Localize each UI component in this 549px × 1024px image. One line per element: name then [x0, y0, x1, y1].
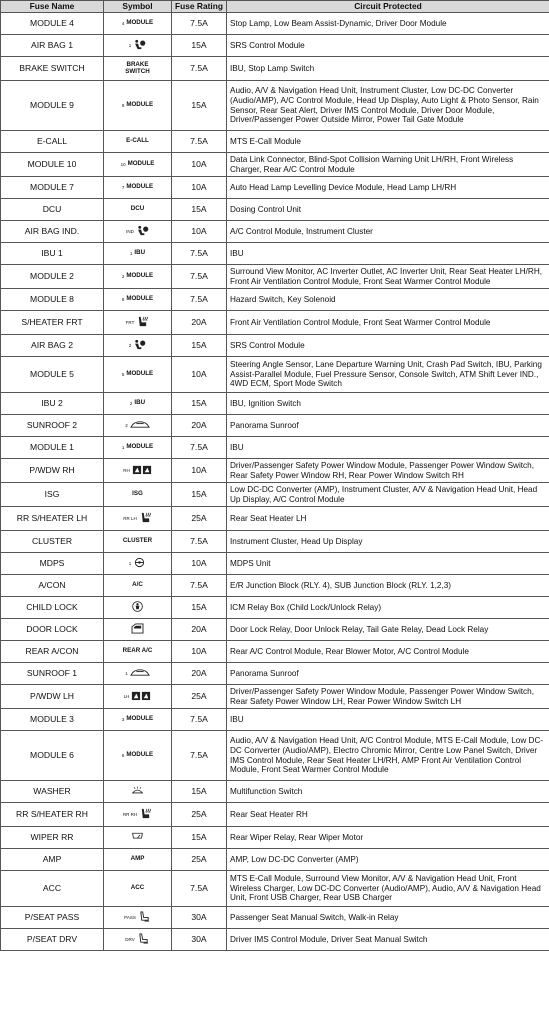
symbol-cell: [104, 265, 172, 289]
symbol-text: MODULE: [126, 715, 154, 723]
symbol-number: 1: [129, 251, 133, 256]
symbol-cell: [104, 35, 172, 57]
symbol-cell: [104, 199, 172, 221]
table-row: [1, 265, 549, 289]
fuse-rating-cell: 20A: [172, 311, 227, 335]
symbol-cell: [104, 929, 172, 951]
power-window-icon: [132, 464, 152, 478]
symbol-text: ACC: [130, 884, 145, 892]
table-row: [1, 13, 549, 35]
table-row: [1, 483, 549, 507]
circuit-protected-cell: Front Air Ventilation Control Module, Front Seat Warmer Control Module: [227, 311, 549, 335]
table-row: [1, 289, 549, 311]
power-seat-icon: [137, 933, 150, 947]
table-row: [1, 781, 549, 803]
fuse-rating-cell: 15A: [172, 199, 227, 221]
symbol-number: 2: [128, 343, 132, 348]
table-row: [1, 827, 549, 849]
symbol-cell: [104, 415, 172, 437]
circuit-protected-cell: MDPS Unit: [227, 553, 549, 575]
fuse-rating-cell: 15A: [172, 483, 227, 507]
seat-heater-icon: [139, 512, 152, 526]
symbol-cell: [104, 871, 172, 907]
table-row: [1, 177, 549, 199]
symbol-cell: [104, 685, 172, 709]
child-lock-icon: [131, 601, 144, 615]
fuse-name-cell: IBU 1: [1, 243, 104, 265]
fuse-rating-cell: 30A: [172, 907, 227, 929]
fuse-rating-cell: 7.5A: [172, 131, 227, 153]
symbol-number: 8: [121, 297, 125, 302]
fuse-rating-cell: 7.5A: [172, 437, 227, 459]
fuse-rating-cell: 30A: [172, 929, 227, 951]
table-row: [1, 243, 549, 265]
table-row: [1, 199, 549, 221]
fuse-rating-cell: 25A: [172, 507, 227, 531]
symbol-cell: [104, 553, 172, 575]
symbol-cell: [104, 311, 172, 335]
symbol-text: MODULE: [126, 183, 154, 191]
symbol-cell: [104, 57, 172, 81]
table-row: [1, 57, 549, 81]
circuit-protected-cell: IBU, Stop Lamp Switch: [227, 57, 549, 81]
circuit-protected-cell: IBU: [227, 437, 549, 459]
washer-icon: [131, 785, 144, 799]
symbol-number: 9: [121, 103, 125, 108]
fuse-rating-cell: 7.5A: [172, 57, 227, 81]
table-row: [1, 153, 549, 177]
circuit-protected-cell: Passenger Seat Manual Switch, Walk-in Relay: [227, 907, 549, 929]
table-row: [1, 575, 549, 597]
circuit-protected-cell: Driver IMS Control Module, Driver Seat Manual Switch: [227, 929, 549, 951]
circuit-protected-cell: Rear Wiper Relay, Rear Wiper Motor: [227, 827, 549, 849]
symbol-cell: [104, 483, 172, 507]
power-seat-icon: [138, 911, 151, 925]
fuse-name-cell: MODULE 4: [1, 13, 104, 35]
symbol-number: 4: [121, 21, 125, 26]
steering-icon: [133, 557, 146, 571]
header-row: [1, 1, 549, 13]
symbol-cell: [104, 153, 172, 177]
fuse-rating-cell: 7.5A: [172, 289, 227, 311]
symbol-text: E-CALL: [126, 137, 149, 145]
airbag-icon: [133, 339, 146, 353]
symbol-number: 1: [128, 561, 132, 566]
circuit-protected-cell: Steering Angle Sensor, Lane Departure Warning Unit, Crash Pad Switch, IBU, Parking Assist-Parallel Module, Fuel Pressure Sensor, Console Switch, ATM Shift Lever IND., 4WD ECM, Sport Mode Switch: [227, 357, 549, 393]
fuse-rating-cell: 10A: [172, 553, 227, 575]
fuse-name-cell: ACC: [1, 871, 104, 907]
fuse-name-cell: A/CON: [1, 575, 104, 597]
symbol-cell: [104, 437, 172, 459]
symbol-cell: [104, 663, 172, 685]
circuit-protected-cell: MTS E-Call Module, Surround View Monitor, A/V & Navigation Head Unit, Front Wireless Charger, Low DC-DC Converter (Audio/AMP), Audio, A/V & Navigation Head Unit, Front USB Charger, Rear USB Charger: [227, 871, 549, 907]
fuse-rating-cell: 7.5A: [172, 731, 227, 781]
fuse-rating-cell: 7.5A: [172, 13, 227, 35]
fuse-name-cell: RR S/HEATER RH: [1, 803, 104, 827]
circuit-protected-cell: Audio, A/V & Navigation Head Unit, Instrument Cluster, Low DC-DC Converter (Audio/AMP), A/C Control Module, Head Up Display, Auto Light & Photo Sensor, Rain Sensor, Rear Seat Alert, Driver IMS Control Module, Driver Door Module, Driver/Passenger Power Outside Mirror, Power Tail Gate Module: [227, 81, 549, 131]
table-row: [1, 393, 549, 415]
fuse-name-cell: ISG: [1, 483, 104, 507]
symbol-number: 1: [121, 445, 125, 450]
fuse-name-cell: AIR BAG 1: [1, 35, 104, 57]
fuse-name-cell: P/WDW LH: [1, 685, 104, 709]
fuse-name-cell: WIPER RR: [1, 827, 104, 849]
circuit-protected-cell: Surround View Monitor, AC Inverter Outlet, AC Inverter Unit, Rear Seat Heater LH/RH, Front Air Ventilation Control Module, Front Seat Warmer Control Module: [227, 265, 549, 289]
symbol-text: IBU: [134, 249, 146, 257]
fuse-rating-cell: 25A: [172, 803, 227, 827]
circuit-protected-cell: IBU: [227, 243, 549, 265]
circuit-protected-cell: Data Link Connector, Blind-Spot Collision Warning Unit LH/RH, Front Wireless Charger, Rear A/C Control Module: [227, 153, 549, 177]
table-row: [1, 907, 549, 929]
fuse-rating-cell: 7.5A: [172, 531, 227, 553]
table-row: [1, 871, 549, 907]
symbol-cell: [104, 619, 172, 641]
fuse-rating-cell: 20A: [172, 415, 227, 437]
symbol-cell: [104, 335, 172, 357]
fuse-name-cell: MODULE 2: [1, 265, 104, 289]
table-row: [1, 35, 549, 57]
table-row: [1, 731, 549, 781]
fuse-rating-cell: 10A: [172, 459, 227, 483]
fuse-name-cell: DCU: [1, 199, 104, 221]
symbol-text: MODULE: [126, 295, 154, 303]
table-row: [1, 597, 549, 619]
fuse-rating-cell: 15A: [172, 393, 227, 415]
fuse-rating-cell: 10A: [172, 153, 227, 177]
symbol-cell: [104, 803, 172, 827]
symbol-number: 2: [121, 274, 125, 279]
fuse-name-cell: MODULE 1: [1, 437, 104, 459]
door-lock-icon: [131, 623, 144, 637]
fuse-name-cell: MODULE 3: [1, 709, 104, 731]
fuse-rating-cell: 20A: [172, 619, 227, 641]
symbol-cell: [104, 221, 172, 243]
fuse-name-cell: SUNROOF 1: [1, 663, 104, 685]
table-row: [1, 709, 549, 731]
fuse-rating-cell: 7.5A: [172, 709, 227, 731]
fuse-name-cell: MODULE 9: [1, 81, 104, 131]
symbol-text: MODULE: [126, 443, 154, 451]
circuit-protected-cell: Rear Seat Heater LH: [227, 507, 549, 531]
table-row: [1, 929, 549, 951]
fuse-name-cell: CHILD LOCK: [1, 597, 104, 619]
table-row: [1, 619, 549, 641]
symbol-number: FRT: [125, 320, 135, 325]
symbol-cell: [104, 81, 172, 131]
fuse-name-cell: P/SEAT PASS: [1, 907, 104, 929]
fuse-name-cell: MDPS: [1, 553, 104, 575]
symbol-cell: [104, 781, 172, 803]
fuse-name-cell: MODULE 6: [1, 731, 104, 781]
symbol-text: BRAKE SWITCH: [125, 60, 150, 75]
fuse-name-cell: AMP: [1, 849, 104, 871]
table-row: [1, 437, 549, 459]
table-row: [1, 553, 549, 575]
table-row: [1, 357, 549, 393]
symbol-cell: [104, 827, 172, 849]
symbol-cell: [104, 131, 172, 153]
symbol-text: MODULE: [126, 101, 154, 109]
fuse-rating-cell: 10A: [172, 177, 227, 199]
symbol-cell: [104, 597, 172, 619]
symbol-cell: [104, 177, 172, 199]
fuse-name-cell: AIR BAG IND.: [1, 221, 104, 243]
fuse-name-cell: CLUSTER: [1, 531, 104, 553]
fuse-rating-cell: 10A: [172, 357, 227, 393]
symbol-number: DRV: [125, 937, 135, 942]
circuit-protected-cell: Dosing Control Unit: [227, 199, 549, 221]
symbol-cell: [104, 507, 172, 531]
symbol-cell: [104, 849, 172, 871]
header-symbol: Symbol: [104, 1, 172, 13]
header-fuse-rating: Fuse Rating: [172, 1, 227, 13]
symbol-cell: [104, 531, 172, 553]
seat-heater-icon: [136, 316, 149, 330]
table-row: [1, 459, 549, 483]
fuse-name-cell: S/HEATER FRT: [1, 311, 104, 335]
symbol-number: 1: [125, 671, 128, 676]
symbol-text: ISG: [132, 490, 143, 498]
symbol-number: RH: [123, 468, 130, 473]
table-row: [1, 641, 549, 663]
circuit-protected-cell: AMP, Low DC-DC Converter (AMP): [227, 849, 549, 871]
circuit-protected-cell: Stop Lamp, Low Beam Assist-Dynamic, Driver Door Module: [227, 13, 549, 35]
airbag-icon: [133, 39, 146, 53]
fuse-name-cell: MODULE 7: [1, 177, 104, 199]
power-window-icon: [131, 690, 151, 704]
circuit-protected-cell: MTS E-Call Module: [227, 131, 549, 153]
circuit-protected-cell: Rear A/C Control Module, Rear Blower Motor, A/C Control Module: [227, 641, 549, 663]
symbol-text: DCU: [130, 205, 145, 213]
symbol-number: RR RH: [122, 812, 138, 817]
fuse-rating-cell: 15A: [172, 597, 227, 619]
fuse-rating-cell: 15A: [172, 35, 227, 57]
fuse-name-cell: RR S/HEATER LH: [1, 507, 104, 531]
circuit-protected-cell: Audio, A/V & Navigation Head Unit, A/C Control Module, MTS E-Call Module, Low DC-DC Converter (Audio/AMP), Electro Chromic Mirror, Centre Low Panel Switch, Driver IMS Control Module, Rear Seat Heater LH/RH, AMP Front Air Ventilation Control Module, Front Seat Warmer Control Module: [227, 731, 549, 781]
symbol-number: 2: [125, 423, 128, 428]
fuse-name-cell: AIR BAG 2: [1, 335, 104, 357]
symbol-cell: [104, 243, 172, 265]
table-row: [1, 415, 549, 437]
fuse-name-cell: IBU 2: [1, 393, 104, 415]
table-row: [1, 685, 549, 709]
header-fuse-name: Fuse Name: [1, 1, 104, 13]
symbol-number: 5: [121, 372, 125, 377]
fuse-rating-cell: 10A: [172, 641, 227, 663]
fuse-name-cell: P/SEAT DRV: [1, 929, 104, 951]
circuit-protected-cell: Low DC-DC Converter (AMP), Instrument Cluster, A/V & Navigation Head Unit, Head Up Display, A/C Control Module: [227, 483, 549, 507]
table-row: [1, 531, 549, 553]
symbol-number: PASS: [124, 915, 136, 920]
symbol-number: 6: [121, 753, 125, 758]
circuit-protected-cell: Door Lock Relay, Door Unlock Relay, Tail Gate Relay, Dead Lock Relay: [227, 619, 549, 641]
symbol-number: RR LH: [123, 516, 137, 521]
symbol-number: IND: [126, 229, 134, 234]
table-row: [1, 507, 549, 531]
symbol-cell: [104, 731, 172, 781]
circuit-protected-cell: Hazard Switch, Key Solenoid: [227, 289, 549, 311]
seat-heater-icon: [139, 808, 152, 822]
header-circuit-protected: Circuit Protected: [227, 1, 549, 13]
table-row: [1, 803, 549, 827]
symbol-text: MODULE: [126, 272, 154, 280]
fuse-rating-cell: 15A: [172, 81, 227, 131]
table-row: [1, 221, 549, 243]
circuit-protected-cell: Panorama Sunroof: [227, 663, 549, 685]
symbol-text: MODULE: [126, 370, 154, 378]
circuit-protected-cell: Multifunction Switch: [227, 781, 549, 803]
table-row: [1, 81, 549, 131]
symbol-number: 10: [120, 162, 126, 167]
table-row: [1, 335, 549, 357]
table-row: [1, 311, 549, 335]
fuse-rating-cell: 15A: [172, 781, 227, 803]
symbol-cell: [104, 907, 172, 929]
symbol-cell: [104, 13, 172, 35]
circuit-protected-cell: IBU, Ignition Switch: [227, 393, 549, 415]
fuse-rating-cell: 7.5A: [172, 575, 227, 597]
circuit-protected-cell: Driver/Passenger Safety Power Window Module, Passenger Power Window Switch, Rear Safety Power Window RH, Rear Power Window Switch RH: [227, 459, 549, 483]
symbol-text: A/C: [132, 581, 143, 589]
table-body: [1, 13, 549, 951]
symbol-cell: [104, 357, 172, 393]
fuse-name-cell: REAR A/CON: [1, 641, 104, 663]
symbol-text: CLUSTER: [122, 537, 153, 545]
fuse-name-cell: SUNROOF 2: [1, 415, 104, 437]
airbag-icon: [136, 225, 149, 239]
table-row: [1, 849, 549, 871]
symbol-text: MODULE: [126, 751, 154, 759]
circuit-protected-cell: IBU: [227, 709, 549, 731]
symbol-cell: [104, 459, 172, 483]
symbol-text: MODULE: [127, 160, 155, 168]
symbol-number: 2: [129, 401, 133, 406]
sunroof-icon: [130, 667, 150, 681]
fuse-rating-cell: 7.5A: [172, 871, 227, 907]
fuse-rating-cell: 25A: [172, 849, 227, 871]
table-row: [1, 663, 549, 685]
fuse-rating-cell: 7.5A: [172, 243, 227, 265]
symbol-text: AMP: [130, 855, 145, 863]
circuit-protected-cell: Rear Seat Heater RH: [227, 803, 549, 827]
symbol-number: 7: [121, 185, 125, 190]
symbol-cell: [104, 393, 172, 415]
fuse-name-cell: MODULE 5: [1, 357, 104, 393]
fuse-rating-cell: 15A: [172, 827, 227, 849]
fuse-name-cell: P/WDW RH: [1, 459, 104, 483]
circuit-protected-cell: SRS Control Module: [227, 335, 549, 357]
circuit-protected-cell: Panorama Sunroof: [227, 415, 549, 437]
symbol-text: IBU: [134, 399, 146, 407]
fuse-rating-cell: 25A: [172, 685, 227, 709]
table-row: [1, 131, 549, 153]
fuse-name-cell: E-CALL: [1, 131, 104, 153]
fuse-rating-cell: 20A: [172, 663, 227, 685]
sunroof-icon: [130, 419, 150, 433]
fuse-rating-cell: 15A: [172, 335, 227, 357]
symbol-text: MODULE: [126, 19, 154, 27]
symbol-number: 3: [121, 717, 125, 722]
symbol-number: LH: [123, 694, 130, 699]
circuit-protected-cell: ICM Relay Box (Child Lock/Unlock Relay): [227, 597, 549, 619]
circuit-protected-cell: Auto Head Lamp Levelling Device Module, Head Lamp LH/RH: [227, 177, 549, 199]
circuit-protected-cell: A/C Control Module, Instrument Cluster: [227, 221, 549, 243]
circuit-protected-cell: Instrument Cluster, Head Up Display: [227, 531, 549, 553]
fuse-name-cell: MODULE 10: [1, 153, 104, 177]
symbol-cell: [104, 575, 172, 597]
symbol-cell: [104, 289, 172, 311]
symbol-number: 1: [128, 43, 132, 48]
fuse-name-cell: BRAKE SWITCH: [1, 57, 104, 81]
symbol-cell: [104, 709, 172, 731]
fuse-rating-cell: 10A: [172, 221, 227, 243]
circuit-protected-cell: SRS Control Module: [227, 35, 549, 57]
symbol-text: REAR A/C: [122, 647, 153, 655]
circuit-protected-cell: Driver/Passenger Safety Power Window Module, Passenger Power Window Switch, Rear Safety Power Window LH, Rear Power Window Switch LH: [227, 685, 549, 709]
fuse-name-cell: MODULE 8: [1, 289, 104, 311]
symbol-cell: [104, 641, 172, 663]
circuit-protected-cell: E/R Junction Block (RLY. 4), SUB Junction Block (RLY. 1,2,3): [227, 575, 549, 597]
fuse-rating-cell: 7.5A: [172, 265, 227, 289]
fuse-name-cell: DOOR LOCK: [1, 619, 104, 641]
rear-wiper-icon: [131, 831, 144, 845]
fuse-name-cell: WASHER: [1, 781, 104, 803]
